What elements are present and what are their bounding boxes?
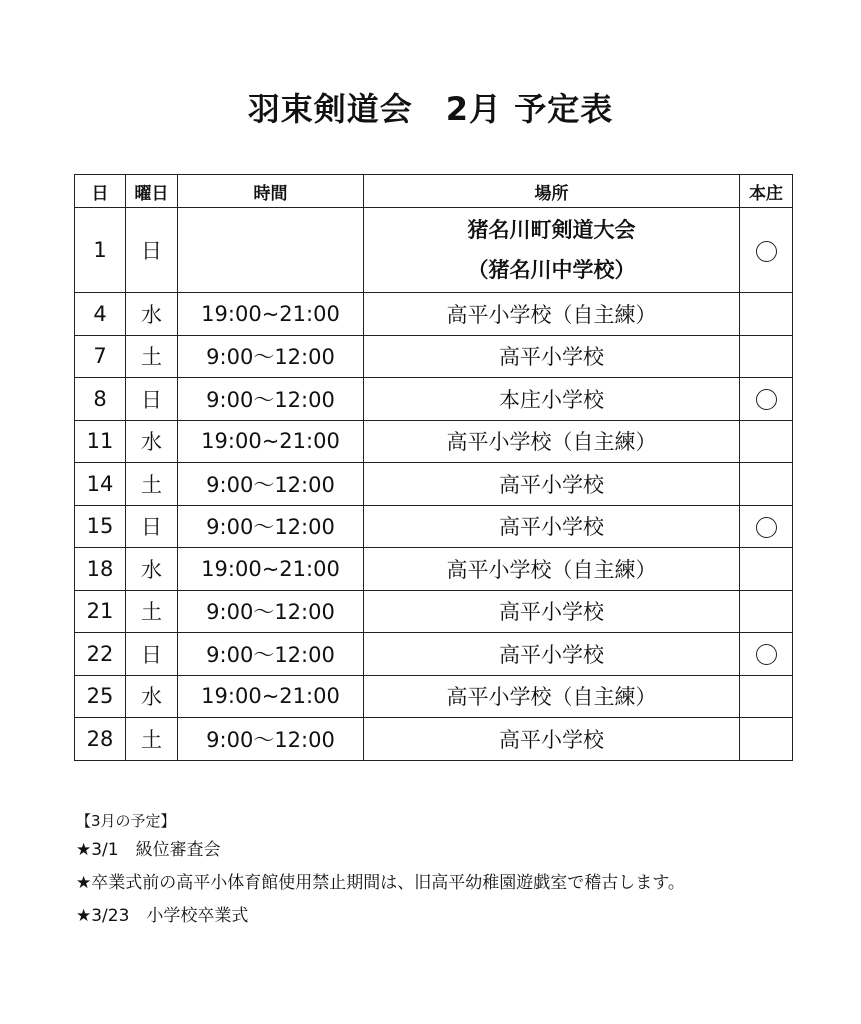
cell-time: 19:00~21:00 (178, 420, 364, 463)
table-row (75, 633, 793, 676)
circle-mark-icon (756, 241, 777, 262)
notes-heading: 【3月の予定】 (76, 812, 176, 830)
cell-honjo (740, 548, 793, 591)
cell-time: 19:00~21:00 (178, 293, 364, 336)
cell-place: 本庄小学校 (364, 378, 740, 421)
cell-weekday: 日 (126, 505, 178, 548)
cell-time: 9:00～12:00 (178, 335, 364, 378)
table-row (75, 378, 793, 421)
cell-place: 高平小学校（自主練） (364, 548, 740, 591)
cell-weekday: 水 (126, 675, 178, 718)
cell-honjo (740, 208, 793, 293)
cell-weekday: 日 (126, 633, 178, 676)
table-row (75, 420, 793, 463)
cell-weekday: 土 (126, 718, 178, 761)
cell-honjo (740, 675, 793, 718)
header-honjo: 本庄 (740, 175, 793, 208)
cell-time: 9:00～12:00 (178, 590, 364, 633)
header-day: 日 (75, 175, 126, 208)
circle-mark-icon (756, 644, 777, 665)
cell-place: 高平小学校 (364, 463, 740, 506)
cell-honjo (740, 378, 793, 421)
table-row (75, 548, 793, 591)
place-event-name: 猪名川町剣道大会 (467, 218, 636, 242)
table-row (75, 718, 793, 761)
cell-honjo (740, 718, 793, 761)
cell-weekday: 土 (126, 335, 178, 378)
cell-time: 9:00～12:00 (178, 378, 364, 421)
cell-day: 18 (75, 548, 126, 591)
circle-mark-icon (756, 389, 777, 410)
cell-place: 高平小学校 (364, 633, 740, 676)
table-header-row (75, 175, 793, 208)
header-weekday: 曜日 (126, 175, 178, 208)
cell-day: 28 (75, 718, 126, 761)
table-row (75, 293, 793, 336)
cell-time: 9:00～12:00 (178, 505, 364, 548)
note-item: ★卒業式前の高平小体育館使用禁止期間は、旧高平幼稚園遊戯室で稽古します。 (76, 873, 685, 893)
cell-weekday: 土 (126, 590, 178, 633)
table-row (75, 208, 793, 293)
table-row (75, 505, 793, 548)
cell-place: 高平小学校（自主練） (364, 293, 740, 336)
cell-day: 7 (75, 335, 126, 378)
cell-place: 高平小学校（自主練） (364, 675, 740, 718)
cell-honjo (740, 293, 793, 336)
page-title: 羽束剣道会 2月 予定表 (247, 90, 614, 128)
cell-weekday: 土 (126, 463, 178, 506)
header-time: 時間 (178, 175, 364, 208)
cell-place: 高平小学校（自主練） (364, 420, 740, 463)
cell-honjo (740, 505, 793, 548)
note-item: ★3/1 級位審査会 (76, 840, 221, 860)
cell-day: 4 (75, 293, 126, 336)
cell-time: 9:00～12:00 (178, 718, 364, 761)
cell-day: 22 (75, 633, 126, 676)
cell-time: 9:00～12:00 (178, 463, 364, 506)
cell-day: 8 (75, 378, 126, 421)
cell-place: 高平小学校 (364, 505, 740, 548)
cell-honjo (740, 633, 793, 676)
cell-time: 19:00~21:00 (178, 675, 364, 718)
cell-weekday: 水 (126, 293, 178, 336)
cell-place: 高平小学校 (364, 335, 740, 378)
note-item: ★3/23 小学校卒業式 (76, 906, 249, 926)
place-venue-name: （猪名川中学校） (467, 258, 636, 282)
cell-honjo (740, 590, 793, 633)
schedule-table (74, 174, 793, 761)
table-row (75, 335, 793, 378)
cell-weekday: 日 (126, 208, 178, 293)
cell-honjo (740, 335, 793, 378)
cell-day: 1 (75, 208, 126, 293)
cell-day: 21 (75, 590, 126, 633)
table-row (75, 675, 793, 718)
table-row (75, 590, 793, 633)
table-row (75, 463, 793, 506)
cell-place (364, 208, 740, 293)
header-place: 場所 (364, 175, 740, 208)
cell-honjo (740, 463, 793, 506)
cell-place: 高平小学校 (364, 718, 740, 761)
cell-time (178, 208, 364, 293)
notes-section (76, 808, 856, 933)
cell-weekday: 水 (126, 548, 178, 591)
cell-honjo (740, 420, 793, 463)
circle-mark-icon (756, 517, 777, 538)
cell-day: 14 (75, 463, 126, 506)
cell-weekday: 日 (126, 378, 178, 421)
cell-time: 9:00～12:00 (178, 633, 364, 676)
cell-weekday: 水 (126, 420, 178, 463)
cell-place: 高平小学校 (364, 590, 740, 633)
cell-time: 19:00~21:00 (178, 548, 364, 591)
cell-day: 25 (75, 675, 126, 718)
cell-day: 15 (75, 505, 126, 548)
cell-day: 11 (75, 420, 126, 463)
